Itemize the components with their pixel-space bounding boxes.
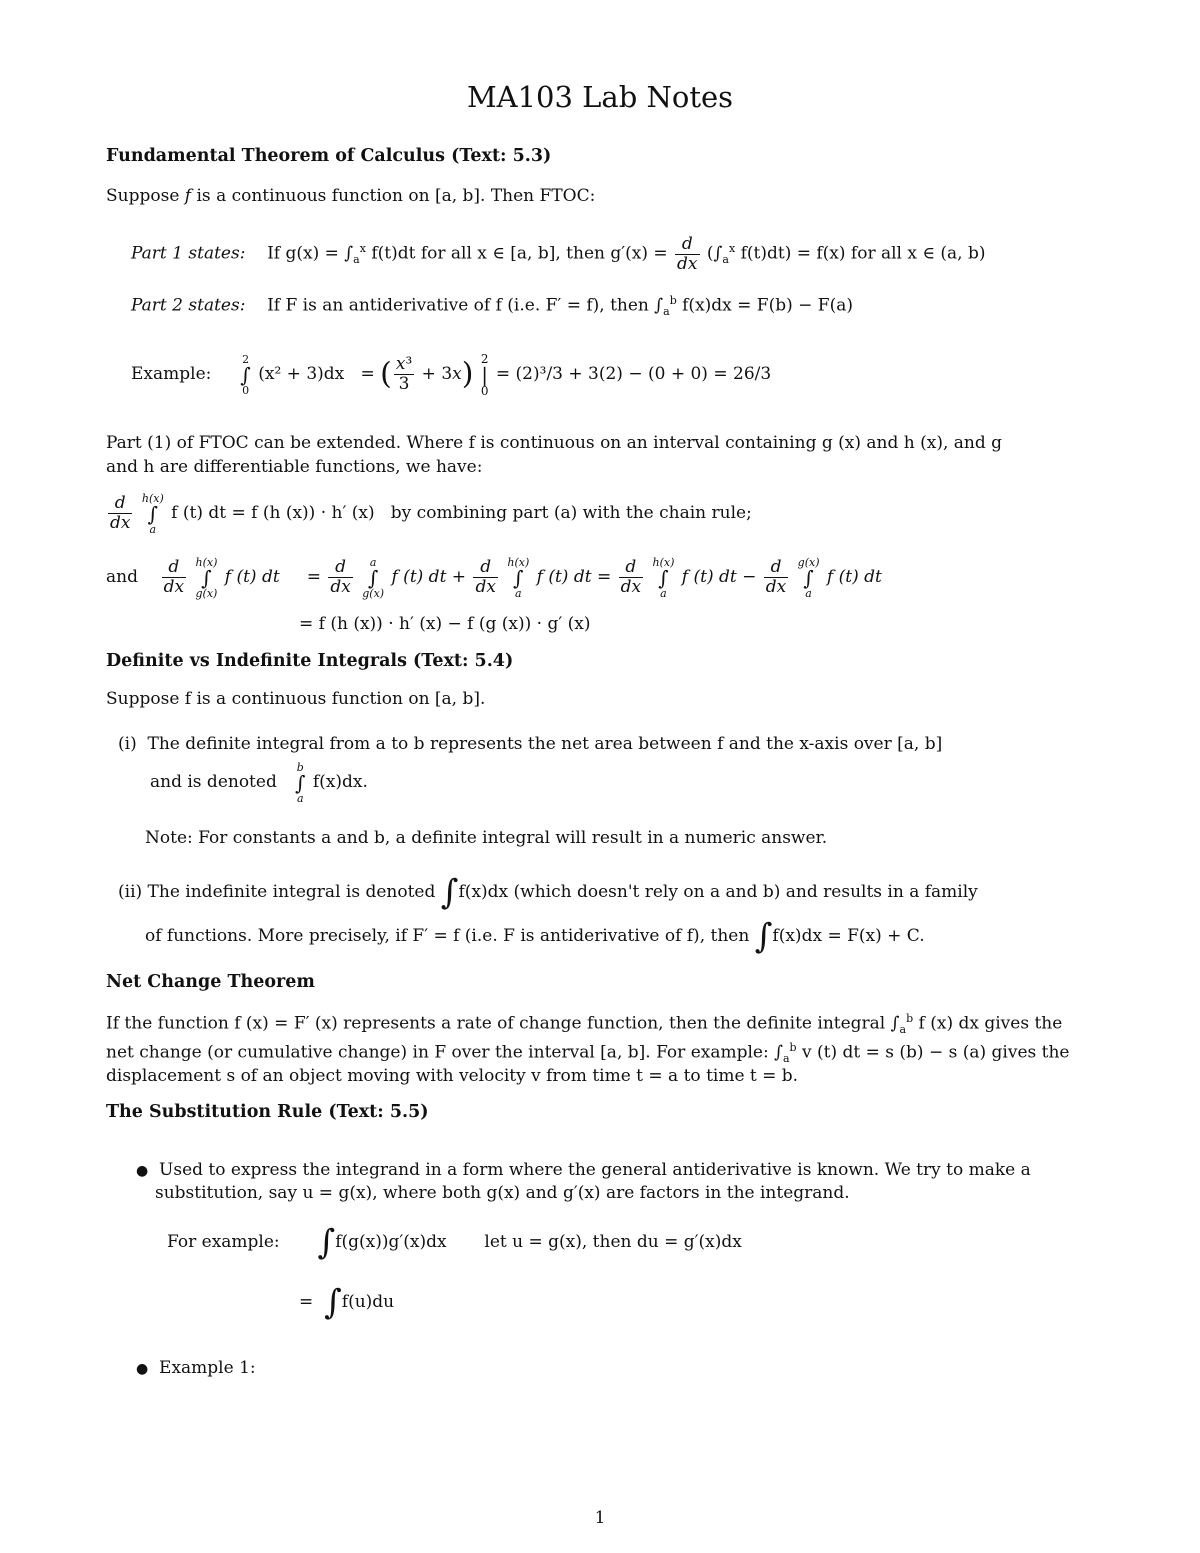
integral-sign: ∫ xyxy=(317,1222,336,1263)
substitution-bullet-line2: substitution, say u = g(x), where both g(x) and g′(x) are factors in the integrand. xyxy=(155,1183,850,1203)
net-change-line3: displacement s of an object moving with velocity v from time t = a to time t = b. xyxy=(106,1066,799,1086)
substitution-result: = ∫f(u)du xyxy=(299,1282,395,1323)
substitution-bullet: ● Used to express the integrand in a form where the general antiderivative is known. We try to make a xyxy=(136,1160,1031,1180)
ftoc-part1: Part 1 states: If $g(x) = \int_a^x$ f(t)dt for all x ∈ [a, b], then g′(x) = $\frac{d}{dx}$ ($\int_a^x$ f(t)dt) = f(x) for all x ∈ (a, b) xyxy=(131,233,986,274)
ftoc-extension-line2: and h are differentiable functions, we have: xyxy=(106,457,483,477)
indefinite-item-ii: (ii) The indefinite integral is denoted ∫f(x)dx (which doesn't rely on a and b) and results in a family xyxy=(118,872,978,913)
part2-label: Part 2 states: xyxy=(131,295,246,316)
ftoc-intro: Suppose f is a continuous function on [a, b]. Then FTOC: xyxy=(106,186,596,206)
definite-denoted: and is denoted b ∫ a f(x)dx. xyxy=(150,760,368,805)
example-1-bullet: ● Example 1: xyxy=(136,1358,256,1378)
net-change-line2: net change (or cumulative change) in F over the interval [a, b]. For example: $\int_a^b$ v (t) dt = s (b) − s (a) gives the xyxy=(106,1041,1070,1066)
chain-rule-line: $\frac{d}{dx}$ h(x) ∫ a f (t) dt = f (h (x)) · h′ (x) by combining part (a) with the chain rule; xyxy=(110,491,752,536)
page-title: MA103 Lab Notes xyxy=(466,80,734,114)
section-heading-ftoc: Fundamental Theorem of Calculus (Text: 5.3) xyxy=(106,146,552,166)
ftoc-example: Example: 2 ∫ 0 (x² + 3)dx = ( $\frac{\text{x³}}{3}$ + 3x) 2 | 0 = (2)³/3 + 3(2) − (0 + 0) = 26/3 xyxy=(131,351,772,398)
section-heading-substitution: The Substitution Rule (Text: 5.5) xyxy=(106,1102,429,1122)
bullet-icon: ● xyxy=(136,1361,149,1377)
section-heading-definite: Definite vs Indefinite Integrals (Text: 5.4) xyxy=(106,651,514,671)
example-result: 26/3 xyxy=(733,364,772,384)
integral-sign: ∫ xyxy=(754,916,773,957)
ftoc-extension-line1: Part (1) of FTOC can be extended. Where f is continuous on an interval containing g (x) and h (x), and g xyxy=(106,433,1003,453)
definite-item-i: (i) The definite integral from a to b represents the net area between f and the x-axis over [a, b] xyxy=(118,734,943,754)
indefinite-line2: of functions. More precisely, if F′ = f (i.e. F is antiderivative of f), then ∫f(x)dx = F(x) + C. xyxy=(145,916,925,957)
net-change-line1: If the function f (x) = F′ (x) represents a rate of change function, then the definite integral $\int_a^b$ f (x) dx gives the xyxy=(106,1012,1063,1037)
bullet-icon: ● xyxy=(136,1163,149,1179)
page-number: 1 xyxy=(594,1508,606,1528)
integral-sign: ∫ xyxy=(324,1282,342,1323)
ftoc-part2: Part 2 states: If F is an antiderivative of f (i.e. F′ = f), then $\int_a^b$ f(x)dx = F(b) − F(a) xyxy=(131,294,853,319)
substitution-example: For example: ∫f(g(x))g′(x)dx let u = g(x), then du = g′(x)dx xyxy=(167,1222,742,1263)
part1-label: Part 1 states: xyxy=(131,243,246,264)
definite-note: Note: For constants a and b, a definite integral will result in a numeric answer. xyxy=(145,828,828,848)
definite-intro: Suppose f is a continuous function on [a, b]. xyxy=(106,689,486,709)
section-heading-net-change: Net Change Theorem xyxy=(106,972,315,992)
split-integral-line: and $\frac{d}{dx}$ h(x) ∫ g(x) f (t) dt = $\frac{d}{dx}$ a ∫ g(x) f (t) dt + $\frac{d}{dx}$ h(x) ∫ a f (t) dt = $\frac{d}{dx}$ h(x) ∫ a f (t) dt − $\frac{d}{dx}$ g(x) ∫ a f (t) dt xyxy=(106,555,882,600)
split-integral-result: = f (h (x)) · h′ (x) − f (g (x)) · g′ (x) xyxy=(299,614,591,634)
integral-sign: ∫ xyxy=(440,872,459,913)
